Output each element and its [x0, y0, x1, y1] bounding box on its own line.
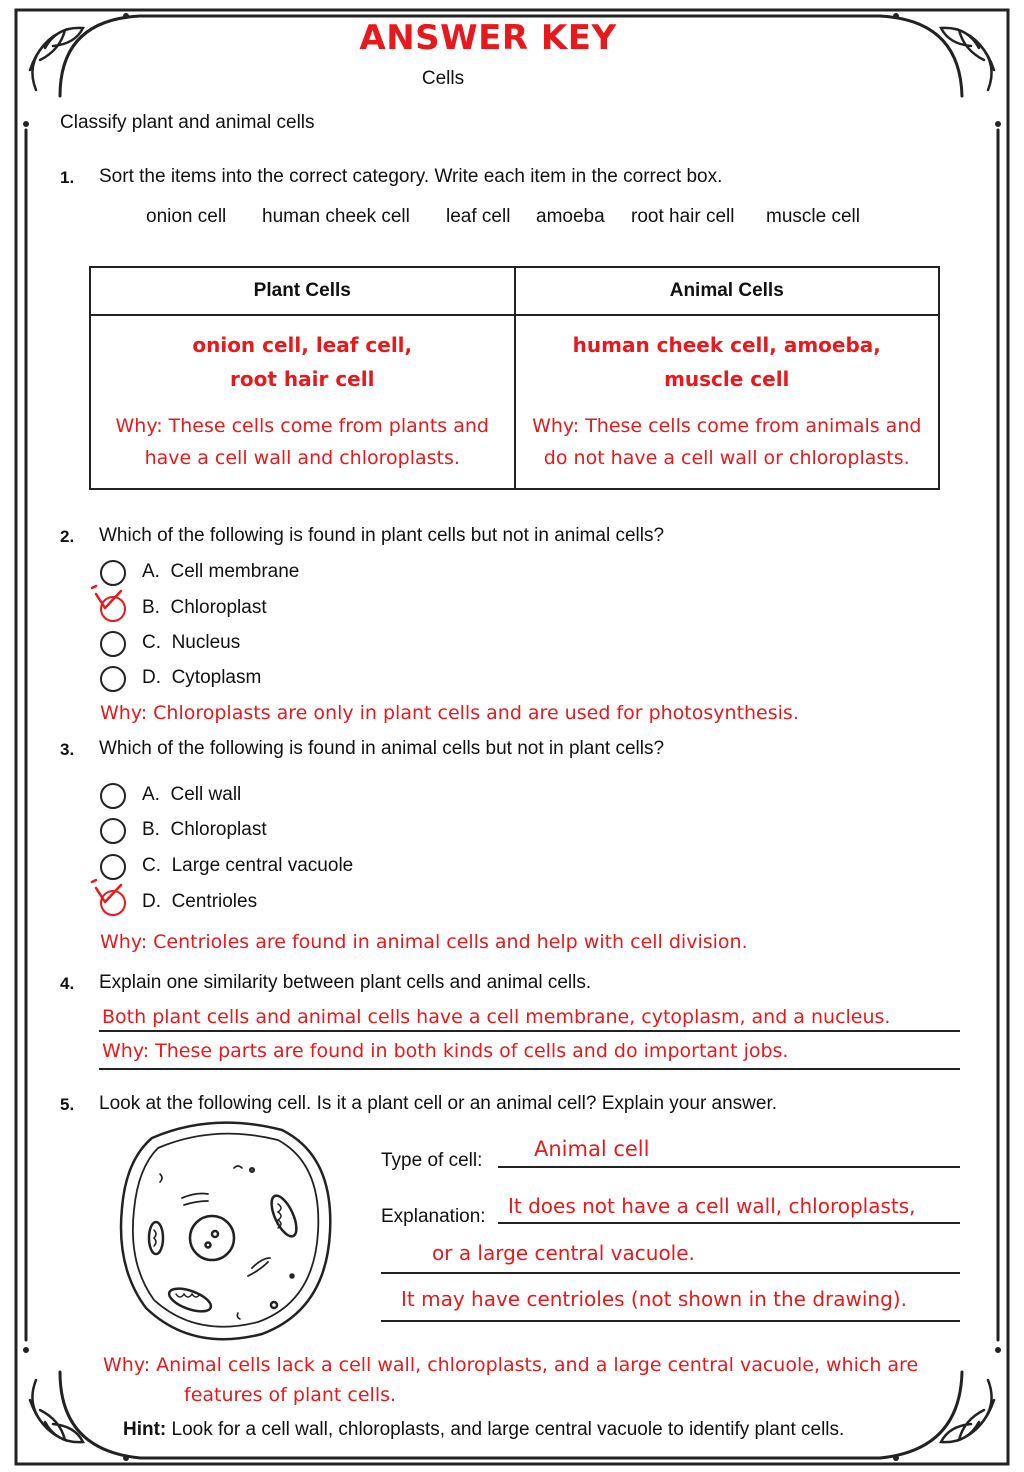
animal-why-line: Why: These cells come from animals and: [532, 415, 922, 437]
word-bank-item: human cheek cell: [262, 206, 410, 227]
word-bank-item: muscle cell: [766, 206, 860, 227]
type-of-cell-label: Type of cell:: [381, 1150, 483, 1171]
radio-option-a[interactable]: [100, 783, 126, 809]
radio-option-a[interactable]: [100, 560, 126, 586]
plant-cells-header: Plant Cells: [90, 267, 515, 315]
question-number: 5.: [60, 1095, 75, 1114]
radio-option-c[interactable]: [100, 854, 126, 880]
animal-answer-line: human cheek cell, amoeba,: [572, 333, 881, 357]
animal-answer-line: muscle cell: [664, 367, 790, 391]
answer-line: [99, 1068, 960, 1070]
animal-why-line: do not have a cell wall or chloroplasts.: [543, 447, 910, 469]
question-prompt: Which of the following is found in animal cells but not in plant cells?: [99, 738, 665, 759]
word-bank-item: amoeba: [536, 206, 605, 227]
answer-line: [99, 1030, 960, 1032]
answer-line: [381, 1272, 960, 1274]
animal-cells-header: Animal Cells: [515, 267, 940, 315]
option-label: A. Cell wall: [142, 784, 242, 805]
radio-option-c[interactable]: [100, 631, 126, 657]
sorting-table: [89, 266, 940, 490]
plant-cells-box[interactable]: [90, 315, 515, 489]
option-label: C. Large central vacuole: [142, 855, 354, 876]
answer-line: [498, 1166, 960, 1168]
question-prompt: Sort the items into the correct category. Write each item in the correct box.: [99, 166, 723, 187]
option-label: D. Centrioles: [142, 891, 258, 912]
plant-why-line: Why: These cells come from plants and: [115, 415, 489, 437]
answer-explanation: features of plant cells.: [184, 1384, 397, 1406]
question-number: 4.: [60, 974, 75, 993]
explanation-answer: It may have centrioles (not shown in the drawing).: [401, 1287, 907, 1311]
radio-option-b[interactable]: [100, 818, 126, 844]
plant-why-line: have a cell wall and chloroplasts.: [144, 447, 460, 469]
hint-text: Hint: Look for a cell wall, chloroplasts, and large central vacuole to identify plant cells.: [123, 1419, 845, 1440]
word-bank-item: root hair cell: [631, 206, 735, 227]
answer-explanation: Why: These parts are found in both kinds of cells and do important jobs.: [102, 1040, 789, 1062]
option-label: B. Chloroplast: [142, 597, 267, 618]
question-number: 3.: [60, 740, 75, 759]
answer-explanation: Why: Chloroplasts are only in plant cells and are used for photosynthesis.: [100, 702, 799, 724]
question-prompt: Look at the following cell. Is it a plant cell or an animal cell? Explain your answer.: [99, 1093, 778, 1114]
word-bank-item: leaf cell: [446, 206, 511, 227]
explanation-answer: or a large central vacuole.: [432, 1241, 695, 1265]
instructions: Classify plant and animal cells: [60, 112, 315, 133]
option-label: C. Nucleus: [142, 632, 241, 653]
written-answer: Both plant cells and animal cells have a cell membrane, cytoplasm, and a nucleus.: [102, 1006, 891, 1028]
question-number: 1.: [60, 168, 75, 187]
word-bank-item: onion cell: [146, 206, 227, 227]
plant-answer-line: root hair cell: [230, 367, 375, 391]
option-label: A. Cell membrane: [142, 561, 300, 582]
answer-line: [381, 1320, 960, 1322]
answer-explanation: Why: Animal cells lack a cell wall, chloroplasts, and a large central vacuole, which are: [103, 1354, 919, 1376]
checkmark-icon: [90, 878, 130, 918]
explanation-label: Explanation:: [381, 1206, 486, 1227]
checkmark-icon: [90, 584, 130, 624]
answer-line: [498, 1222, 960, 1224]
option-label: B. Chloroplast: [142, 819, 267, 840]
answer-explanation: Why: Centrioles are found in animal cells and help with cell division.: [100, 931, 748, 953]
animal-cell-illustration: [112, 1108, 342, 1348]
question-prompt: Explain one similarity between plant cells and animal cells.: [99, 972, 592, 993]
option-label: D. Cytoplasm: [142, 667, 262, 688]
plant-answer-line: onion cell, leaf cell,: [192, 333, 413, 357]
explanation-answer: It does not have a cell wall, chloroplasts,: [508, 1194, 916, 1218]
radio-option-d[interactable]: [100, 666, 126, 692]
page-title: ANSWER KEY: [359, 18, 617, 58]
question-prompt: Which of the following is found in plant cells but not in animal cells?: [99, 525, 665, 546]
question-number: 2.: [60, 527, 75, 546]
page-subtitle: Cells: [421, 68, 465, 89]
type-of-cell-answer: Animal cell: [534, 1137, 650, 1161]
animal-cells-box[interactable]: [515, 315, 940, 489]
